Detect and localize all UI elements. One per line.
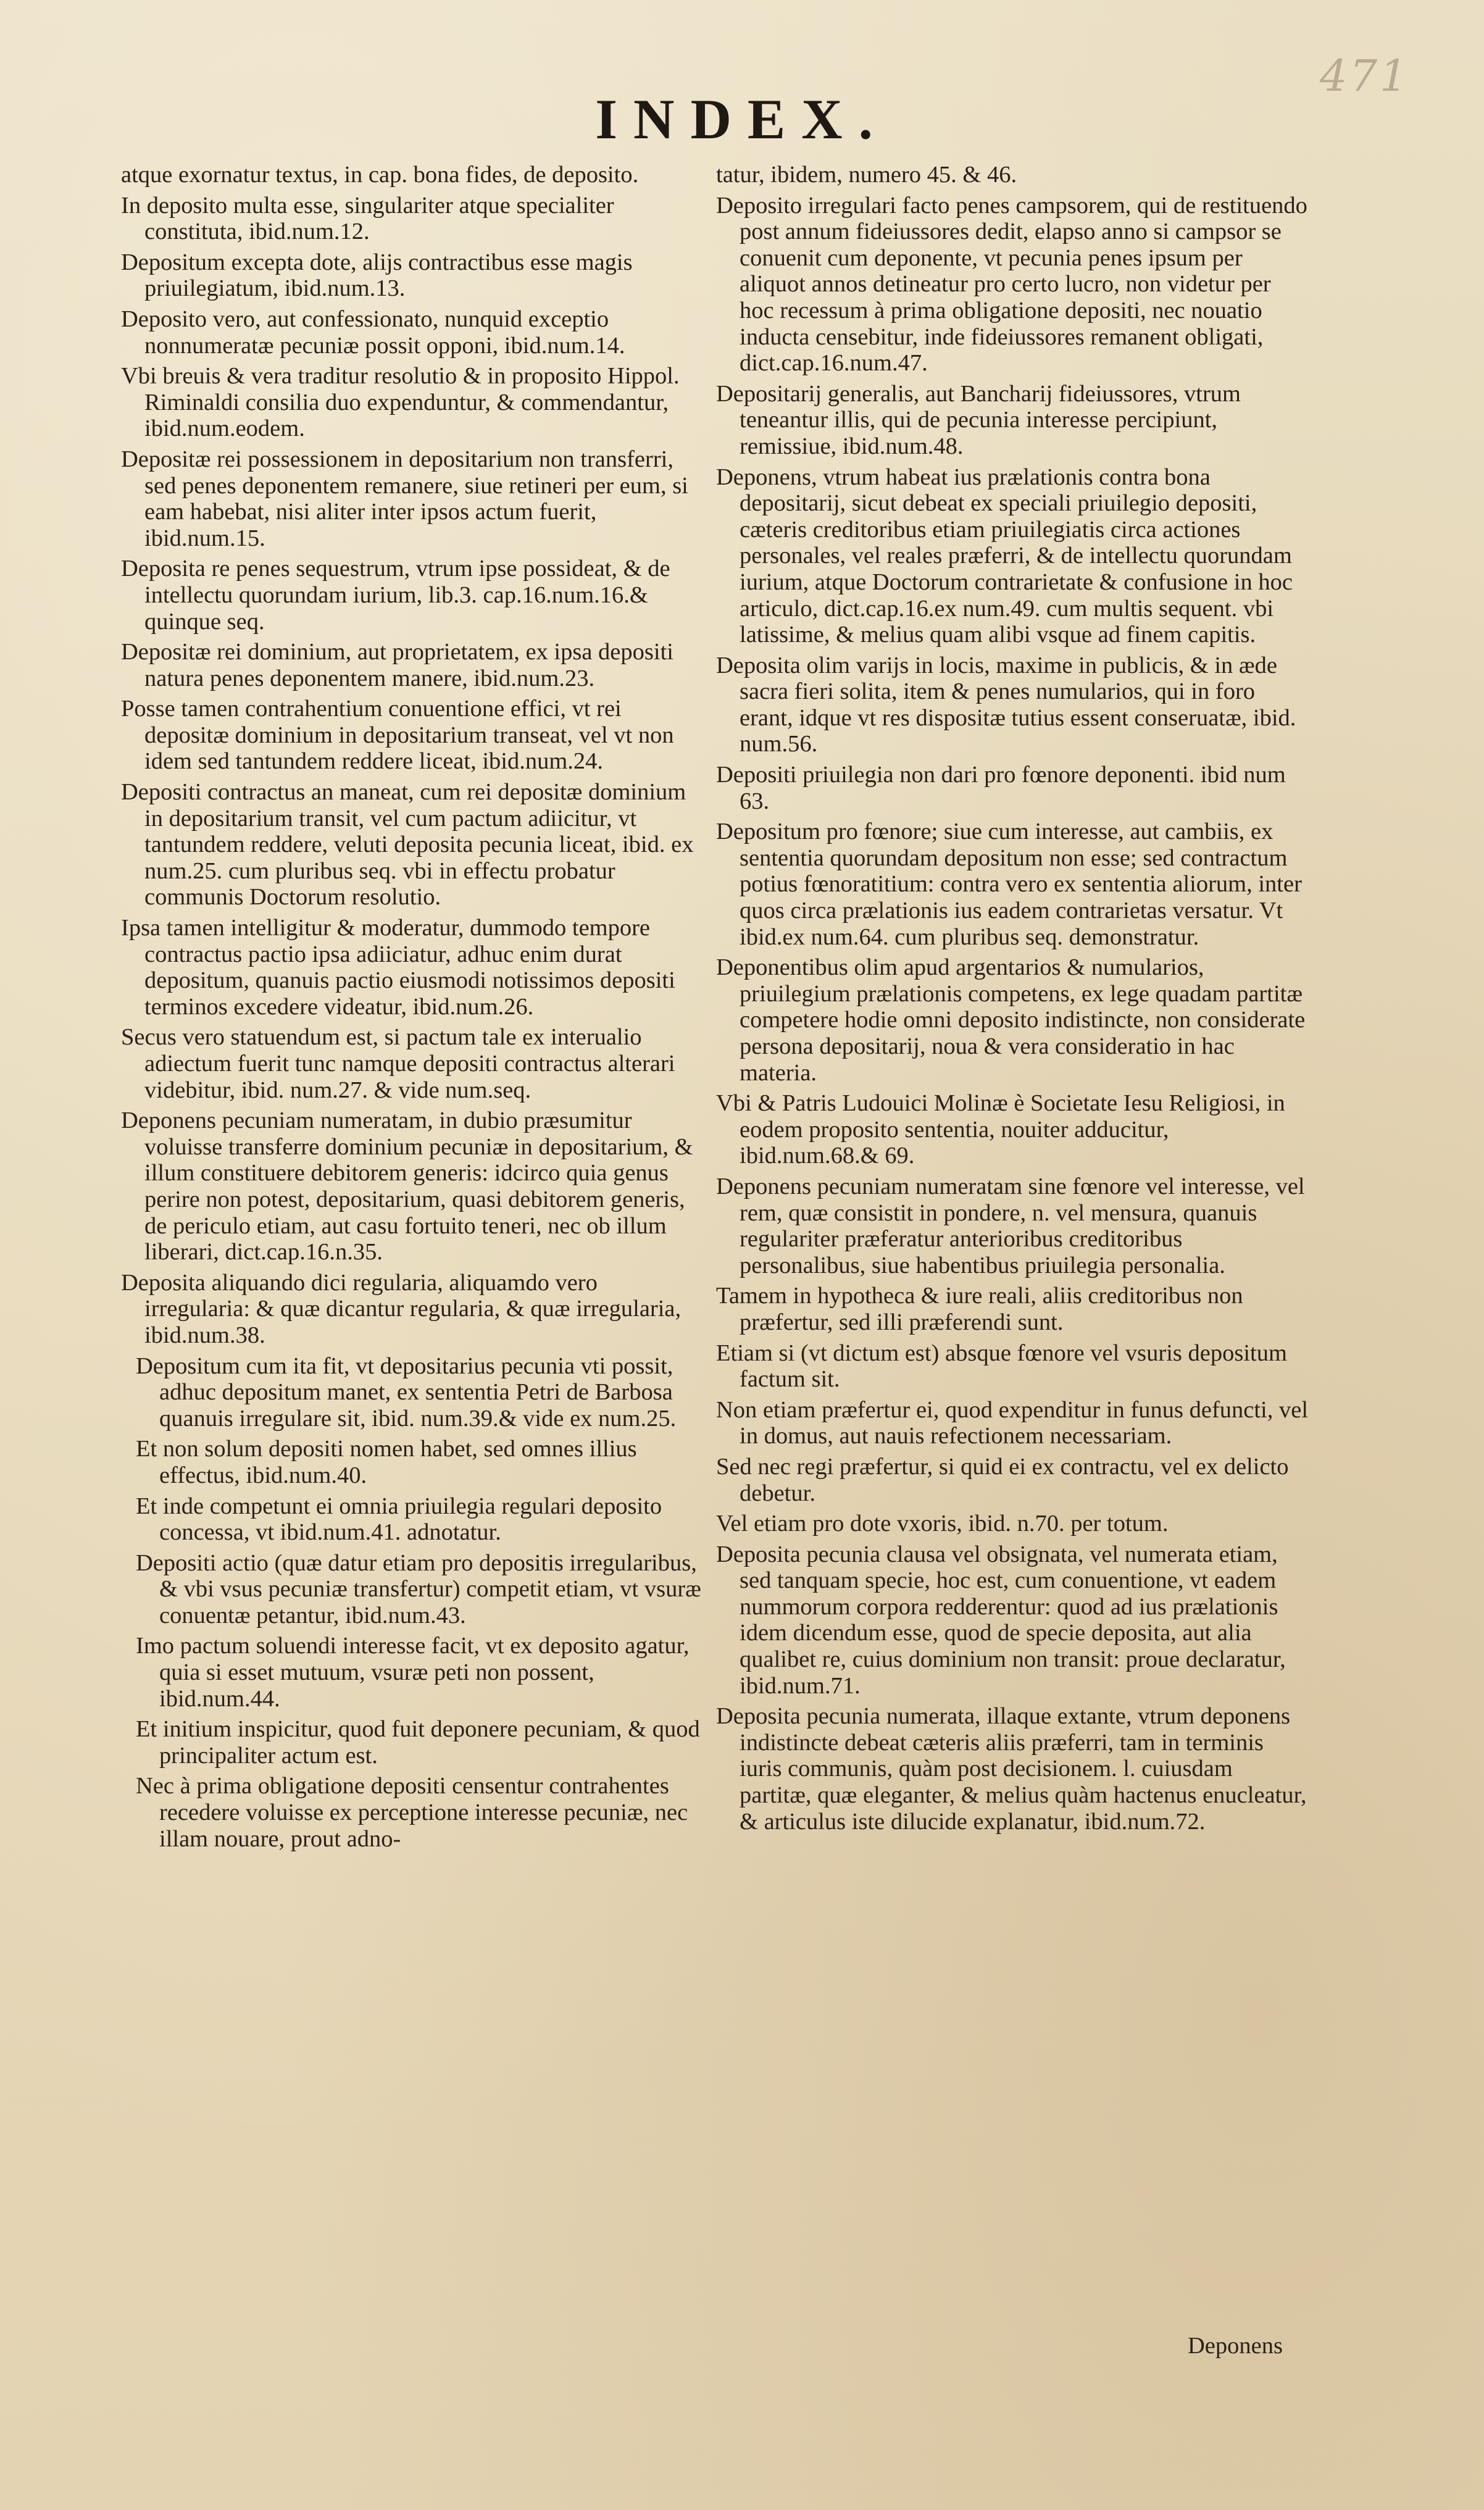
index-entry: Deponens, vtrum habeat ius prælationis contra bona depositarij, sicut debeat ex speciali priuilegio depositi, cæteris creditoribus etiam priuilegiatis circa actiones personales, vel reales præferri, & de intellectu quorundam iurium, atque Doctorum contrarietate & confusione in hoc articulo, dict.cap.16.ex num.49. cum multis sequent. vbi latissime, & melius quam alibi vsque ad finem capitis. (716, 464, 1293, 648)
index-entry: Ipsa tamen intelligitur & moderatur, dummodo tempore contractus pactio ipsa adiiciatur, adhuc enim durat depositum, quanuis pactio eiusmodi notissimos depositi terminos excedere videatur, ibid.num.26. (121, 915, 675, 1020)
index-entry: Et inde competunt ei omnia priuilegia regulari deposito concessa, vt ibid.num.41. adnotatur. (136, 1493, 662, 1546)
index-entry: Deposita re penes sequestrum, vtrum ipse possideat, & de intellectu quorundam iurium, lib.3. cap.16.num.16.& quinque seq. (121, 556, 670, 635)
index-entry: Deposita pecunia clausa vel obsignata, vel numerata etiam, sed tanquam specie, hoc est, cum conuentione, vt eadem nummorum corpora redderentur: quod ad ius prælationis idem dicendum esse, quod de specie deposita, aut alia qualibet re, cuius dominium non transit: proue declaratur, ibid.num.71. (716, 1541, 1286, 1699)
page-title: INDEX. (595, 88, 889, 151)
index-entry: Tamem in hypotheca & iure reali, aliis creditoribus non præfertur, sed illi præferendi sunt. (716, 1283, 1243, 1335)
index-entry: Deposita pecunia numerata, illaque extante, vtrum deponens indistincte debeat cæteris aliis præferri, tam in terminis iuris communis, quàm post decisionem. l. cuiusdam partitæ, quæ eleganter, & melius quàm hactenus enucleatur, & articulus iste dilucide explanatur, ibid.num.72. (716, 1703, 1307, 1835)
catchword: Deponens (1188, 2333, 1283, 2359)
index-entry: Etiam si (vt dictum est) absque fœnore vel vsuris depositum factum sit. (716, 1340, 1287, 1393)
index-entry: Deposita olim varijs in locis, maxime in publicis, & in æde sacra fieri solita, item & penes numularios, qui in foro erant, idque vt res dispositæ tutius essent conseruatæ, ibid. num.56. (716, 652, 1296, 757)
folio-number: 471 (1320, 51, 1410, 101)
right-column (716, 162, 1310, 1839)
index-entry: Depositi priuilegia non dari pro fœnore deponenti. ibid num 63. (716, 762, 1286, 814)
index-entry: Depositum pro fœnore; siue cum interesse, aut cambiis, ex sententia quorundam depositum non esse; sed contractum potius fœnoratitium: contra vero ex sententia aliorum, inter quos circa prælationis ius eadem contrarietas versatur. Vt ibid.ex num.64. cum pluribus seq. demonstratur. (716, 819, 1302, 950)
index-entry: Deponens pecuniam numeratam, in dubio præsumitur voluisse transferre dominium pecuniæ in depositarium, & illum constituere debitorem generis: idcirco quia genus perire non potest, depositarium, quasi debitorem generis, de periculo etiam, aut casu fortuito teneri, nec ob illum liberari, dict.cap.16.n.35. (121, 1107, 693, 1265)
index-entry: Depositum cum ita fit, vt depositarius pecunia vti possit, adhuc depositum manet, ex sententia Petri de Barbosa quanuis irregulare sit, ibid. num.39.& vide ex num.25. (136, 1353, 677, 1432)
index-entry: Sed nec regi præfertur, si quid ei ex contractu, vel ex delicto debetur. (716, 1453, 1289, 1506)
index-entry: tatur, ibidem, numero 45. & 46. (716, 162, 1017, 188)
index-entry: Vbi breuis & vera traditur resolutio & in proposito Hippol. Riminaldi consilia duo expenduntur, & commendantur, ibid.num.eodem. (121, 363, 680, 442)
index-entry: Et non solum depositi nomen habet, sed omnes illius effectus, ibid.num.40. (136, 1436, 637, 1488)
index-entry: Nec à prima obligatione depositi censentur contrahentes recedere voluisse ex perceptione interesse pecuniæ, nec illam nouare, prout adno- (136, 1773, 688, 1852)
index-entry: Deposita aliquando dici regularia, aliquamdo vero irregularia: & quæ dicantur regularia, & quæ irregularia, ibid.num.38. (121, 1269, 682, 1348)
index-entry: Et initium inspicitur, quod fuit deponere pecuniam, & quod principaliter actum est. (136, 1716, 700, 1769)
index-entry: Vbi & Patris Ludouici Molinæ è Societate Iesu Religiosi, in eodem proposito sententia, nouiter adducitur, ibid.num.68.& 69. (716, 1090, 1285, 1169)
index-entry: Non etiam præfertur ei, quod expenditur in funus defuncti, vel in domus, aut nauis refectionem necessariam. (716, 1396, 1309, 1449)
index-entry: Depositæ rei dominium, aut proprietatem, ex ipsa depositi natura penes deponentem manere, ibid.num.23. (121, 639, 673, 691)
index-entry: Depositarij generalis, aut Bancharij fideiussores, vtrum teneantur illis, qui de pecunia interesse percipiunt, remissiue, ibid.num.48. (716, 380, 1241, 459)
index-entry: Depositæ rei possessionem in depositarium non transferri, sed penes deponentem remanere, siue retineri per eum, si eam habebat, nisi aliter inter ipsos actum fuerit, ibid.num.15. (121, 446, 688, 551)
left-column (121, 162, 701, 1856)
index-entry: Depositi actio (quæ datur etiam pro depositis irregularibus, & vbi vsus pecuniæ transfertur) competit etiam, vt vsuræ conuentæ petantur, ibid.num.43. (136, 1549, 701, 1628)
index-entry: Deponens pecuniam numeratam sine fœnore vel interesse, vel rem, quæ consistit in pondere, n. vel mensura, quanuis regulariter præferatur anterioribus creditoribus personalibus, siue habentibus priuilegia personalia. (716, 1173, 1305, 1278)
index-entry: Posse tamen contrahentium conuentione effici, vt rei depositæ dominium in depositarium transeat, vel vt non idem sed tantundem reddere liceat, ibid.num.24. (121, 696, 674, 775)
index-entry: In deposito multa esse, singulariter atque specialiter constituta, ibid.num.12. (121, 192, 614, 245)
index-entry: Deponentibus olim apud argentarios & numularios, priuilegium prælationis competens, ex lege quadam partitæ competere hodie omni deposito indistincte, non considerate persona depositarij, noua & vera consideratio in hac materia. (716, 954, 1306, 1086)
index-entry: Deposito irregulari facto penes campsorem, qui de restituendo post annum fideiussores dedit, elapso anno si campsor se conuenit cum deponente, vt pecunia penes ipsum per aliquot annos detineatur pro certo lucro, non videtur per hoc recessum à prima obligatione depositi, nec nouatio inducta censebitur, inde fideiussores remanent obligati, dict.cap.16.num.47. (716, 192, 1307, 377)
index-entry: Imo pactum soluendi interesse facit, vt ex deposito agatur, quia si esset mutuum, vsuræ peti non possent, ibid.num.44. (136, 1633, 690, 1712)
index-entry: Depositi contractus an maneat, cum rei depositæ dominium in depositarium transit, vel cum pactum adiicitur, vt tantundem reddere, veluti deposita pecunia liceat, ibid. ex num.25. cum pluribus seq. vbi in effectu probatur communis Doctorum resolutio. (121, 779, 694, 911)
index-entry: Secus vero statuendum est, si pactum tale ex interualio adiectum fuerit tunc namque depositi contractus alterari videbitur, ibid. num.27. & vide num.seq. (121, 1024, 675, 1103)
index-entry: Depositum excepta dote, alijs contractibus esse magis priuilegiatum, ibid.num.13. (121, 249, 633, 302)
index-entry: Vel etiam pro dote vxoris, ibid. n.70. per totum. (716, 1511, 1169, 1537)
index-entry: Deposito vero, aut confessionato, nunquid exceptio nonnumeratæ pecuniæ possit opponi, ibid.num.14. (121, 306, 625, 359)
index-entry: atque exornatur textus, in cap. bona fides, de deposito. (121, 162, 639, 188)
